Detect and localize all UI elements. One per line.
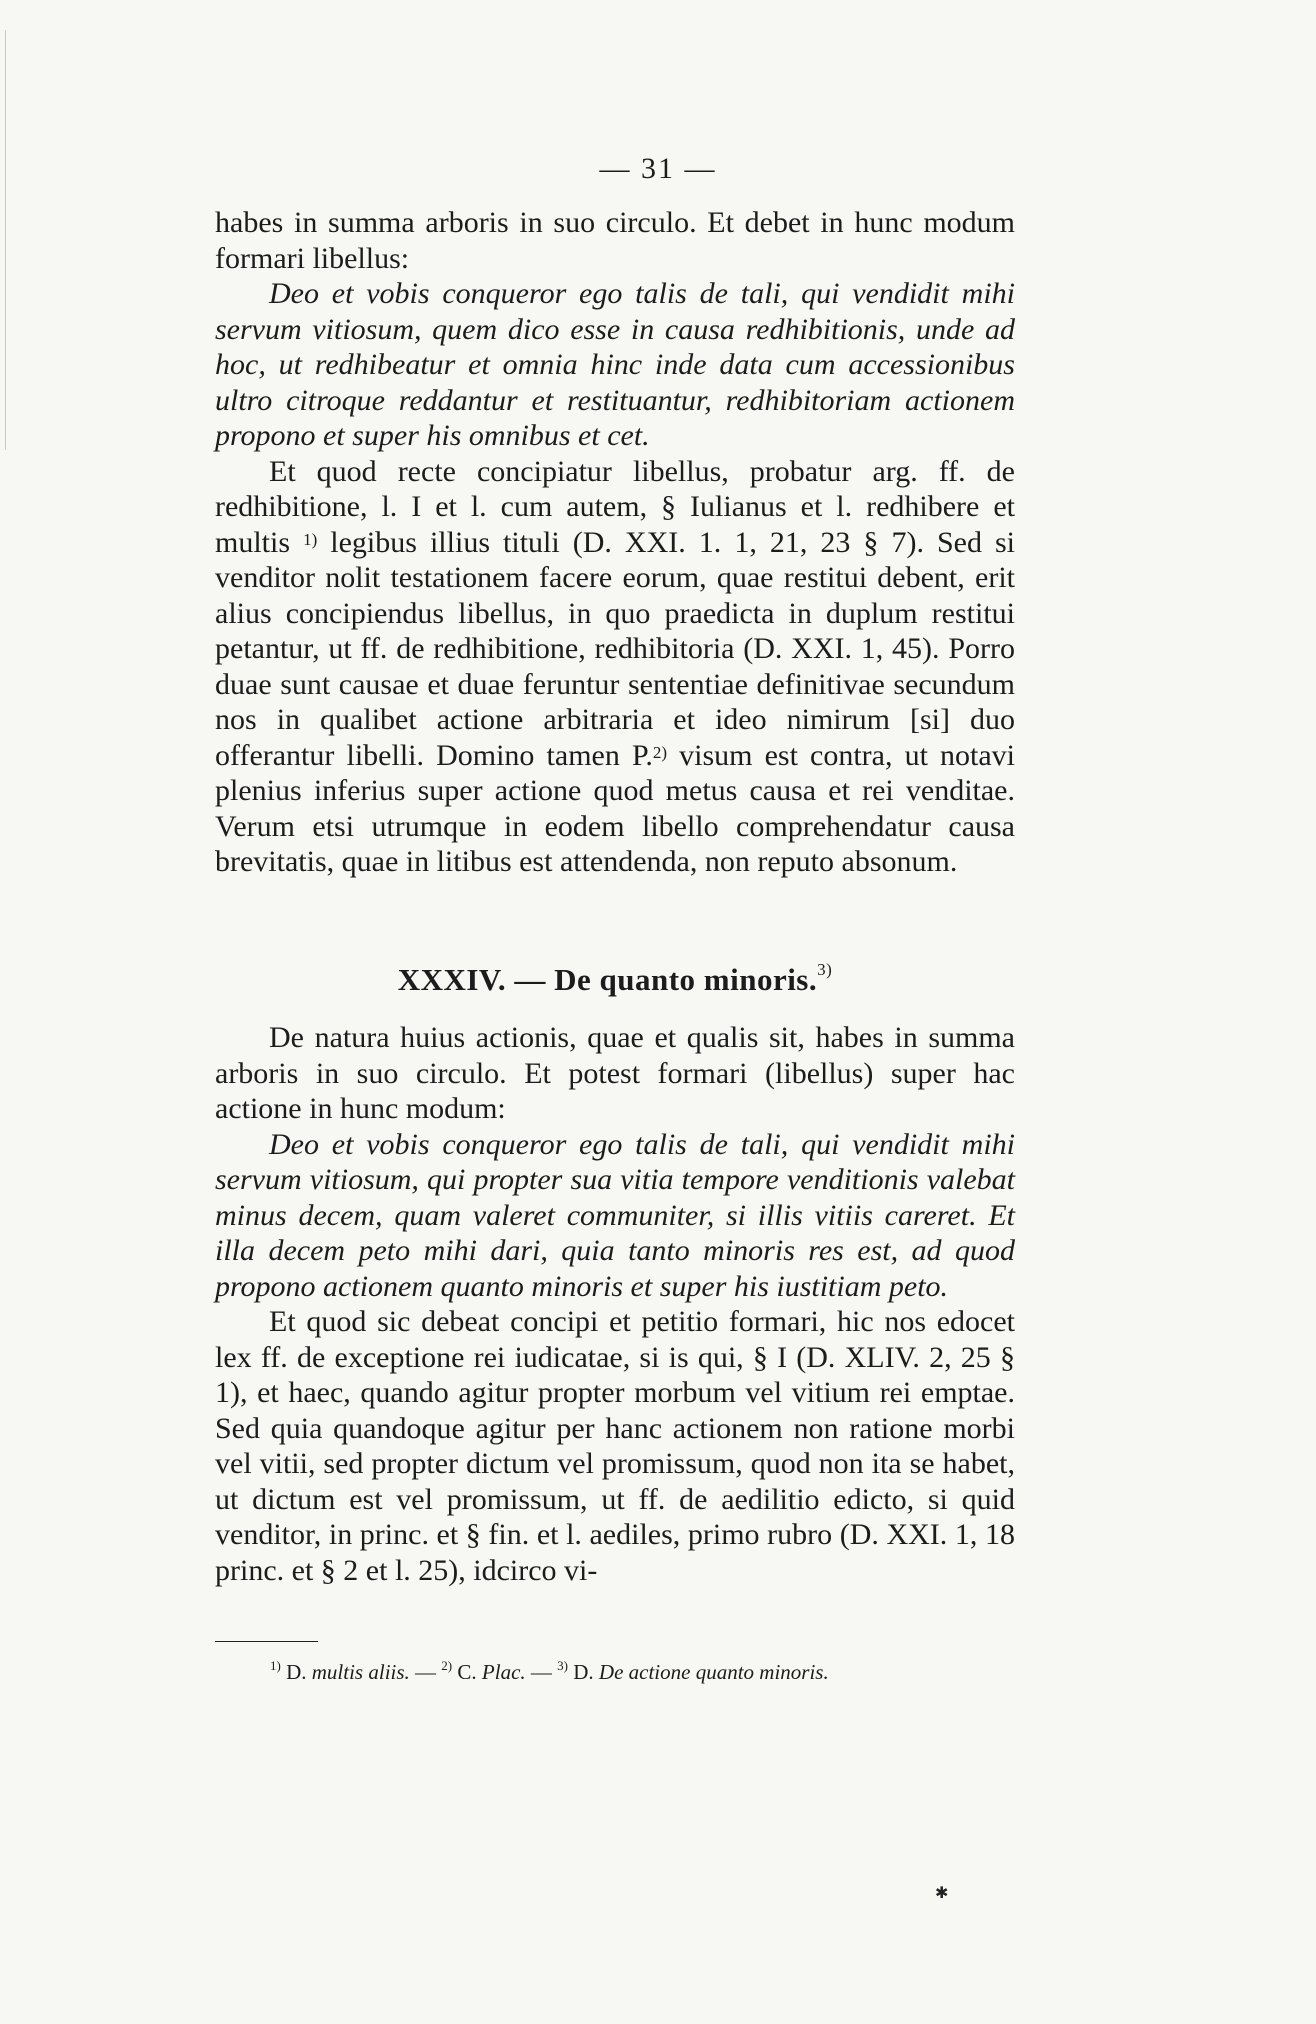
- text-span: legibus illius tituli (D. XXI. 1. 1, 21, 23 § 7). Sed si venditor nolit testationem facere eorum, quae restitui debent, erit alius concipiendus libellus, in quo praedicta in duplum restitui petantur, ut ff. de redhibitione, redhibitoria (D. XXI. 1, 45). Porro duae sunt causae et duae feruntur sententiae definitivae secundum nos in qualibet actione arbitraria et ideo nimirum [si] duo offerantur libelli. Domino tamen P.: [215, 525, 1016, 772]
- footnote-ref-1: 1): [303, 529, 318, 549]
- text-span: visum est contra, ut notavi plenius inferius super actione quod metus causa et rei venditae. Verum etsi utrumque in eodem libello comprehendatur causa brevitatis, quae in litibus est attendenda, non reputo absonum.: [215, 738, 1016, 878]
- asterisk-mark: ✱: [935, 1885, 949, 1902]
- paragraph: [215, 454, 1015, 880]
- main-text: [215, 205, 1015, 880]
- formula-paragraph: Deo et vobis conqueror ego talis de tali, qui vendidit mihi servum vitiosum, qui propter sua vitia tempore venditionis valebat minus decem, quam valeret communiter, si illis vitiis careret. Et illa decem peto mihi dari, quia tanto minoris res est, ad quod propono actionem quanto minoris et super his iustitiam peto.: [215, 1127, 1015, 1303]
- footnote-separator: —: [415, 1660, 437, 1684]
- footnote-text: multis aliis.: [311, 1660, 410, 1684]
- scan-edge-line: [5, 30, 6, 450]
- page-number: — 31 —: [599, 152, 717, 185]
- footnote-number: 3): [557, 1658, 568, 1673]
- text-span: Et quod recte concipiatur libellus, probatur arg. ff. de redhibitione, l. I et l. cum autem, § Iulianus et l. redhibere et multis: [215, 454, 1015, 559]
- footnote-text: C.: [457, 1660, 477, 1684]
- footnote-number: 1): [270, 1658, 281, 1673]
- paragraph: Et quod sic debeat concipi et petitio formari, hic nos edocet lex ff. de exceptione rei iudicatae, si is qui, § I (D. XLIV. 2, 25 § 1), et haec, quando agitur propter morbum vel vitium rei emptae. Sed quia quandoque agitur per hanc actionem non ratione morbi vel vitii, sed propter dictum vel promissum, quod non ita se habet, ut dictum est vel promissum, ut ff. de aedilitio edicto, si quid venditor, in princ. et § fin. et l. aediles, primo rubro (D. XXI. 1, 18 princ. et § 2 et l. 25), idcirco vi-: [215, 1305, 1015, 1587]
- paragraph: habes in summa arboris in suo circulo. Et debet in hunc modum formari libellus:: [215, 206, 1015, 275]
- footnote-text: D.: [286, 1660, 307, 1684]
- footnotes: [270, 1660, 1030, 1685]
- paragraph: De natura huius actionis, quae et qualis sit, habes in summa arboris in suo circulo. Et potest formari (libellus) super hac actione in hunc modum:: [215, 1021, 1015, 1125]
- footnote-ref-3: 3): [817, 960, 833, 979]
- footnote-ref-2: 2): [652, 742, 667, 762]
- footnote-text: D.: [573, 1660, 594, 1684]
- footnote-separator: —: [530, 1660, 552, 1684]
- section-heading: [215, 962, 1015, 998]
- footnote-rule: [215, 1641, 318, 1642]
- heading-text: XXXIV. — De quanto minoris.: [397, 962, 818, 997]
- footnote-number: 2): [441, 1658, 453, 1673]
- section-text: [215, 1020, 1015, 1588]
- formula-paragraph: Deo et vobis conqueror ego talis de tali, qui vendidit mihi servum vitiosum, quem dico esse in causa redhibitionis, unde ad hoc, ut redhibeatur et omnia hinc inde data cum accessionibus ultro citroque reddantur et restituantur, redhibitoriam actionem propono et super his omnibus et cet.: [215, 277, 1015, 452]
- footnote-text: Plac.: [481, 1660, 526, 1684]
- footnote-text: De actione quanto minoris.: [598, 1660, 829, 1684]
